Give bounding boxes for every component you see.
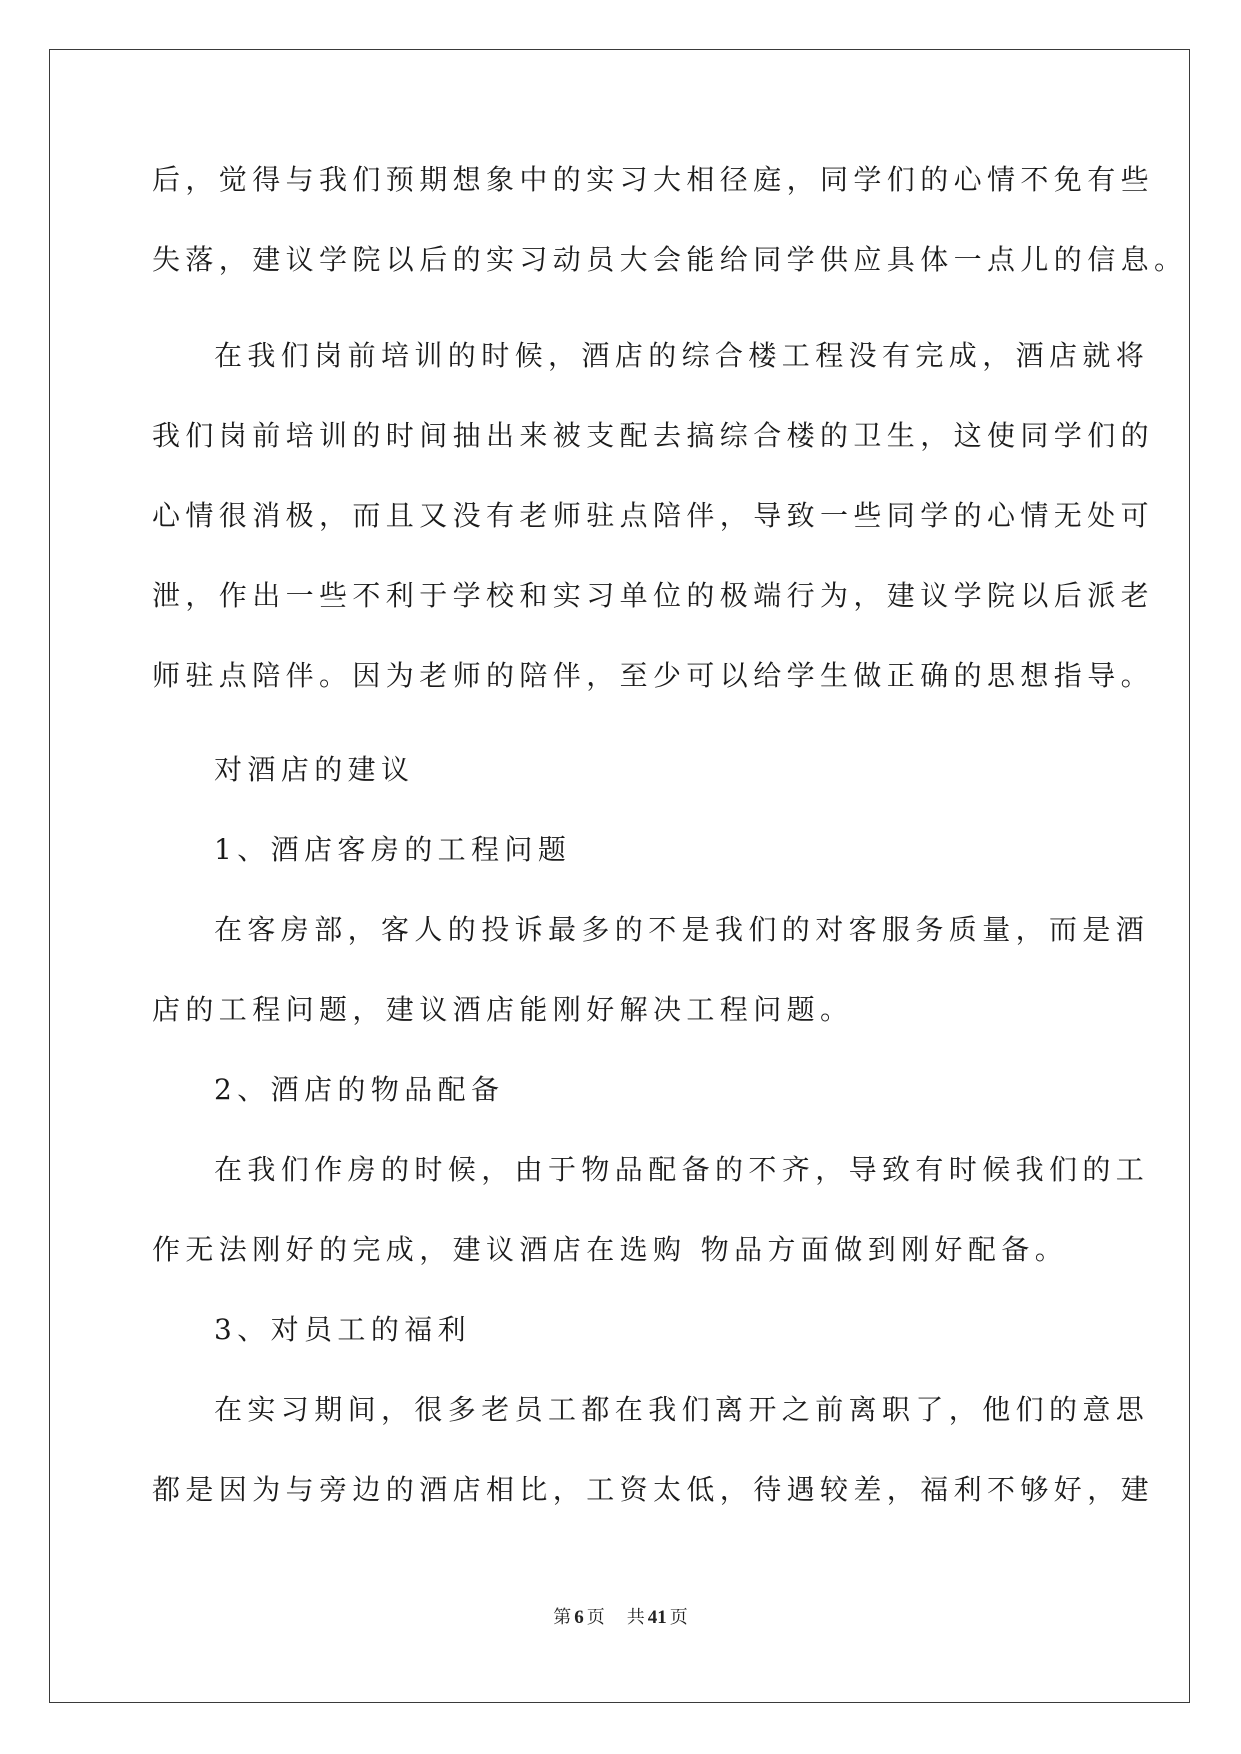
text-line: 在实习期间，很多老员工都在我们离开之前离职了，他们的意思 (214, 1393, 1150, 1426)
page-number: 6 (574, 1607, 584, 1628)
page-suffix: 页 (586, 1607, 605, 1628)
text-line: 店的工程问题，建议酒店能刚好解决工程问题。 (152, 993, 854, 1026)
text-line: 师驻点陪伴。因为老师的陪伴，至少可以给学生做正确的思想指导。 (152, 659, 1155, 692)
page-prefix: 第 (553, 1607, 572, 1628)
text-line: 在客房部，客人的投诉最多的不是我们的对客服务质量，而是酒 (214, 913, 1150, 946)
section-heading: 对酒店的建议 (214, 753, 415, 786)
text-line: 都是因为与旁边的酒店相比，工资太低，待遇较差，福利不够好，建 (152, 1473, 1155, 1506)
text-line: 失落，建议学院以后的实习动员大会能给同学供应具体一点儿的信息。 (152, 243, 1188, 276)
page-border (49, 49, 1190, 1703)
page-footer (0, 1606, 1241, 1630)
total-pages: 41 (647, 1607, 667, 1628)
text-line: 我们岗前培训的时间抽出来被支配去搞综合楼的卫生，这使同学们的 (152, 419, 1155, 452)
text-line: 作无法刚好的完成，建议酒店在选购 物品方面做到刚好配备。 (152, 1233, 1069, 1266)
text-line: 泄，作出一些不利于学校和实习单位的极端行为，建议学院以后派老 (152, 579, 1155, 612)
subsection-heading: 3、对员工的福利 (214, 1313, 472, 1346)
subsection-heading: 1、酒店客房的工程问题 (214, 833, 572, 866)
text-line: 在我们岗前培训的时候，酒店的综合楼工程没有完成，酒店就将 (214, 339, 1150, 372)
text-line: 在我们作房的时候，由于物品配备的不齐，导致有时候我们的工 (214, 1153, 1150, 1186)
text-line: 心情很消极，而且又没有老师驻点陪伴，导致一些同学的心情无处可 (152, 499, 1155, 532)
total-suffix: 页 (669, 1607, 688, 1628)
subsection-heading: 2、酒店的物品配备 (214, 1073, 505, 1106)
total-prefix: 共 (626, 1607, 645, 1628)
text-line: 后，觉得与我们预期想象中的实习大相径庭，同学们的心情不免有些 (152, 163, 1155, 196)
